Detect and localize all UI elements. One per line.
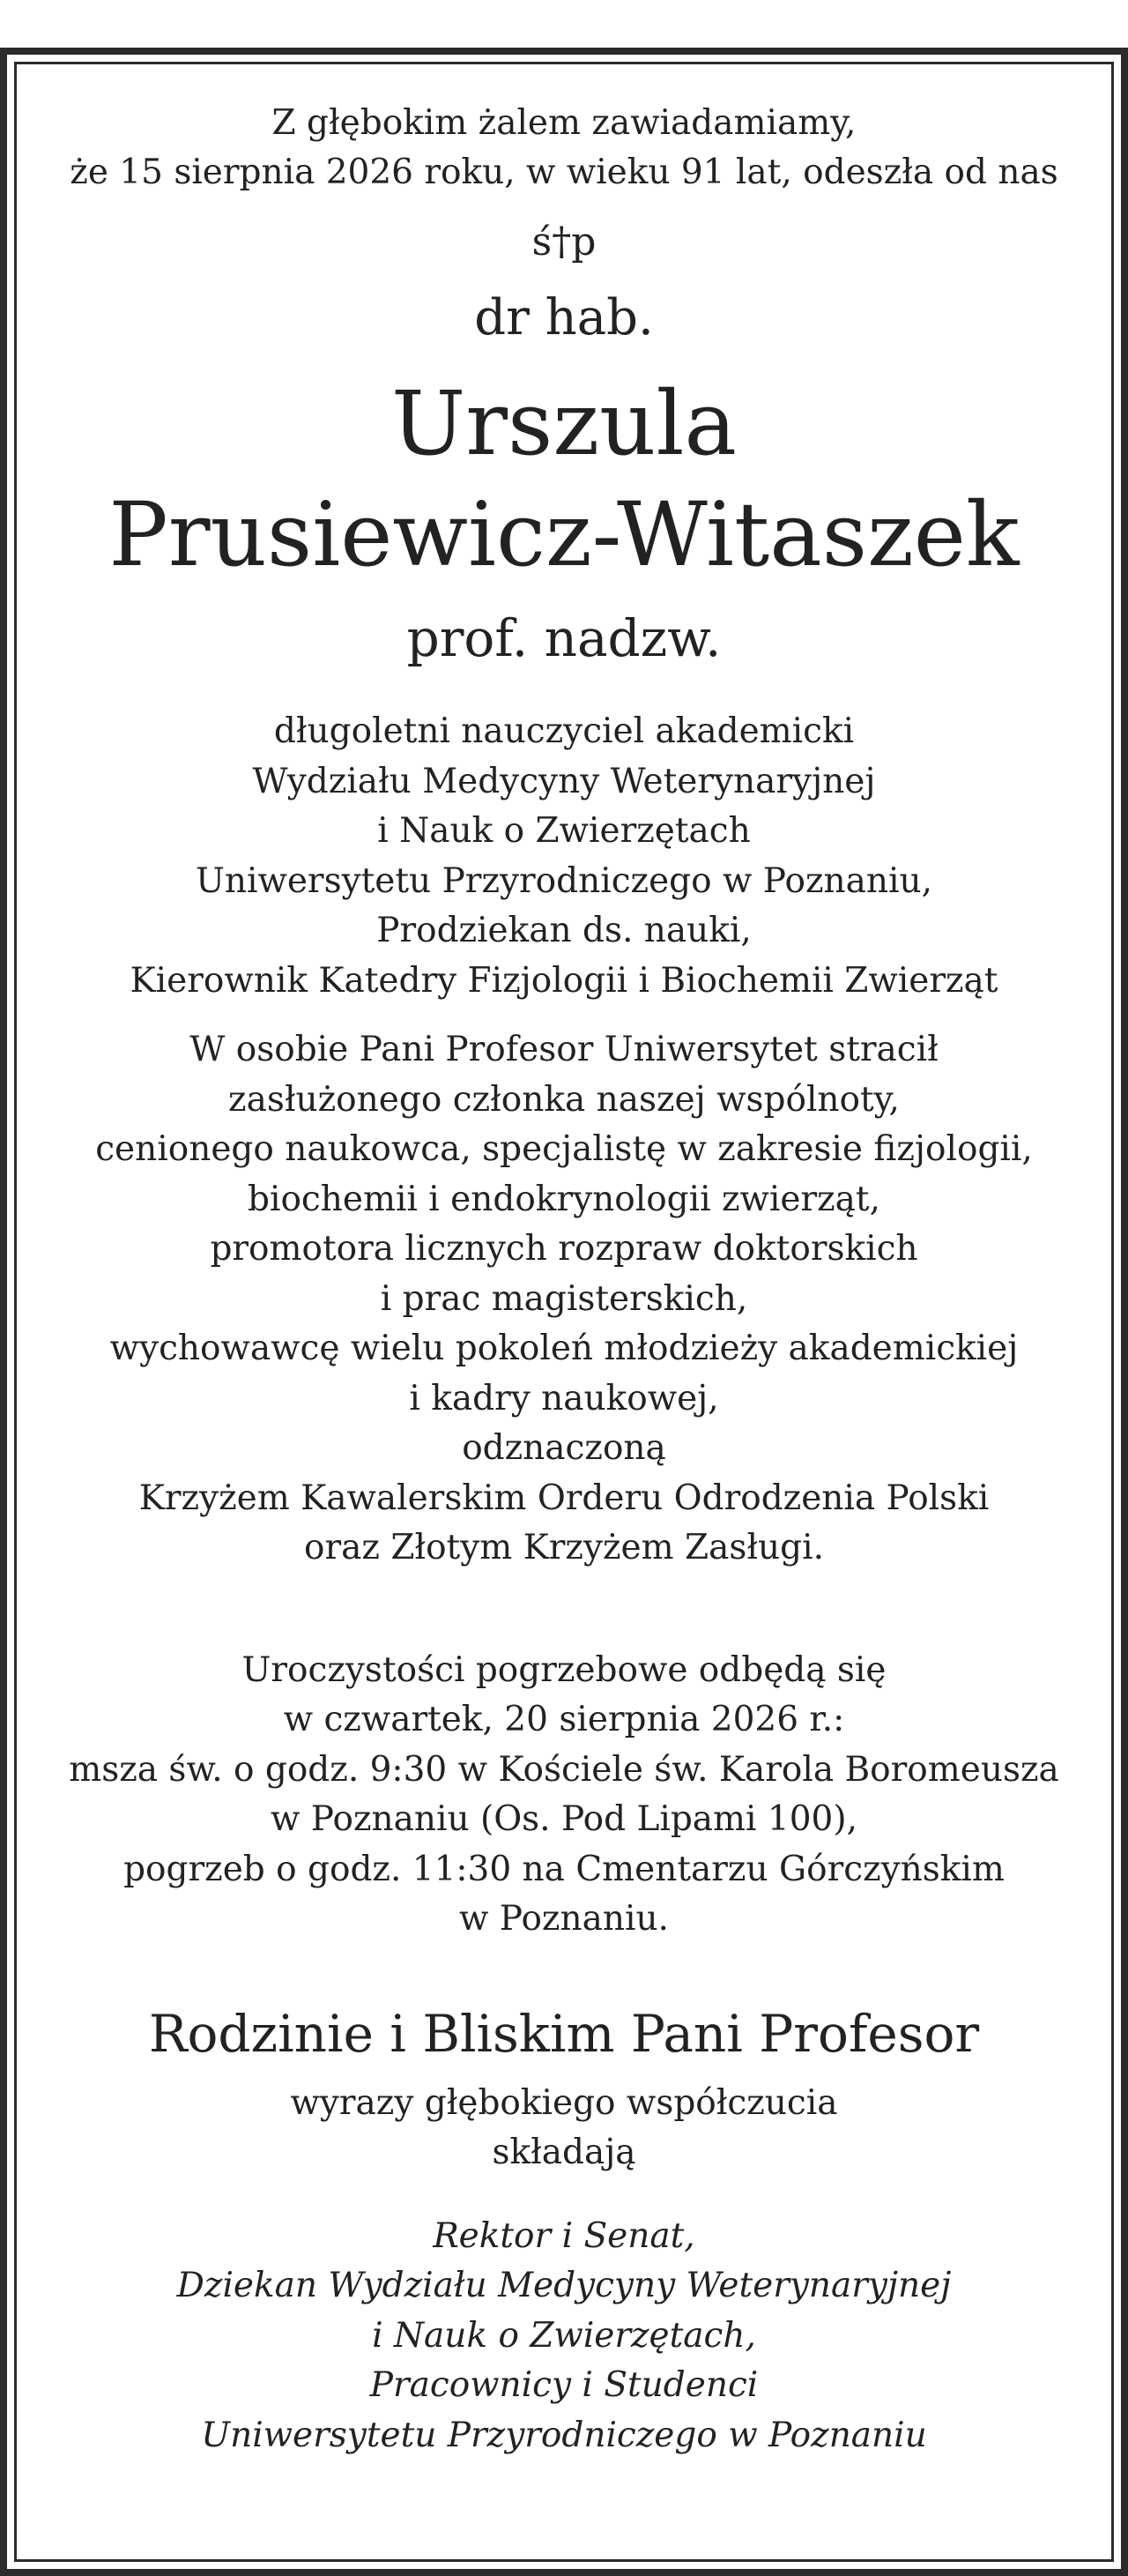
tribute-line: oraz Złotym Krzyżem Zasługi. bbox=[304, 1528, 824, 1567]
tribute-line: promotora licznych rozpraw doktorskich bbox=[210, 1229, 918, 1269]
tribute-line: W osobie Pani Profesor Uniwersytet stracił bbox=[189, 1030, 939, 1069]
intro-line: że 15 sierpnia 2026 roku, w wieku 91 lat, odeszła od nas bbox=[70, 153, 1058, 192]
tribute-line: biochemii i endokrynologii zwierząt, bbox=[248, 1179, 880, 1219]
tribute-line: Krzyżem Kawalerskim Orderu Odrodzenia Polski bbox=[138, 1478, 990, 1518]
role-line: Wydziału Medycyny Weterynaryjnej bbox=[252, 761, 876, 801]
funeral-line: w czwartek, 20 sierpnia 2026 r.: bbox=[283, 1700, 845, 1739]
signatory-line: Uniwersytetu Przyrodniczego w Poznaniu bbox=[201, 2415, 927, 2455]
role-line: Uniwersytetu Przyrodniczego w Poznaniu, bbox=[196, 860, 932, 901]
role-line: długoletni nauczyciel akademicki bbox=[273, 711, 855, 751]
role-line: Prodziekan ds. nauki, bbox=[376, 911, 752, 950]
role-line: i Nauk o Zwierzętach bbox=[377, 811, 751, 851]
funeral-line: Uroczystości pogrzebowe odbędą się bbox=[241, 1649, 887, 1690]
deceased-name bbox=[17, 369, 1111, 591]
condolence-line: składają bbox=[492, 2133, 636, 2172]
academic-title-prefix: dr hab. bbox=[474, 289, 654, 346]
condolence-heading: Rodzinie i Bliskim Pani Profesor bbox=[148, 2003, 980, 2064]
role-line: Kierownik Katedry Fizjologii i Biochemii Zwierząt bbox=[130, 960, 998, 1001]
funeral-line: pogrzeb o godz. 11:30 na Cmentarzu Górczyńskim bbox=[123, 1849, 1005, 1889]
signatory-line: Rektor i Senat, bbox=[433, 2215, 695, 2256]
tribute-line: i kadry naukowej, bbox=[409, 1378, 719, 1418]
first-name: Urszula bbox=[390, 372, 738, 475]
funeral-line: w Poznaniu (Os. Pod Lipami 100), bbox=[271, 1799, 857, 1839]
condolence-line: wyrazy głębokiego współczucia bbox=[290, 2082, 838, 2123]
academic-title-suffix: prof. nadzw. bbox=[406, 608, 722, 668]
signatory-line: i Nauk o Zwierzętach, bbox=[372, 2315, 756, 2356]
surname: Prusiewicz-Witaszek bbox=[108, 483, 1020, 586]
tribute-line: i prac magisterskich, bbox=[380, 1278, 748, 1319]
condolence-text bbox=[17, 2079, 1111, 2178]
funeral-line: msza św. o godz. 9:30 w Kościele św. Karola Boromeusza bbox=[69, 1749, 1059, 1790]
signatory-line: Dziekan Wydziału Medycyny Weterynaryjnej bbox=[176, 2266, 952, 2305]
funeral-details bbox=[17, 1646, 1111, 1945]
cross-symbol: ś†p bbox=[531, 220, 597, 264]
signatories-block bbox=[17, 2212, 1111, 2461]
intro-text bbox=[17, 99, 1111, 197]
tribute-line: zasłużonego członka naszej wspólnoty, bbox=[228, 1079, 900, 1120]
tribute-line: odznaczoną bbox=[462, 1428, 666, 1468]
tribute-block bbox=[17, 1025, 1111, 1574]
funeral-line: w Poznaniu. bbox=[459, 1899, 669, 1939]
tribute-line: cenionego naukowca, specjalistę w zakresie fizjologii, bbox=[95, 1129, 1033, 1169]
obituary-notice bbox=[17, 64, 1111, 2461]
signatory-line: Pracownicy i Studenci bbox=[369, 2365, 759, 2405]
intro-line: Z głębokim żalem zawiadamiamy, bbox=[271, 103, 857, 143]
roles-block bbox=[17, 707, 1111, 1006]
tribute-line: wychowawcę wielu pokoleń młodzieży akademickiej bbox=[109, 1329, 1019, 1368]
